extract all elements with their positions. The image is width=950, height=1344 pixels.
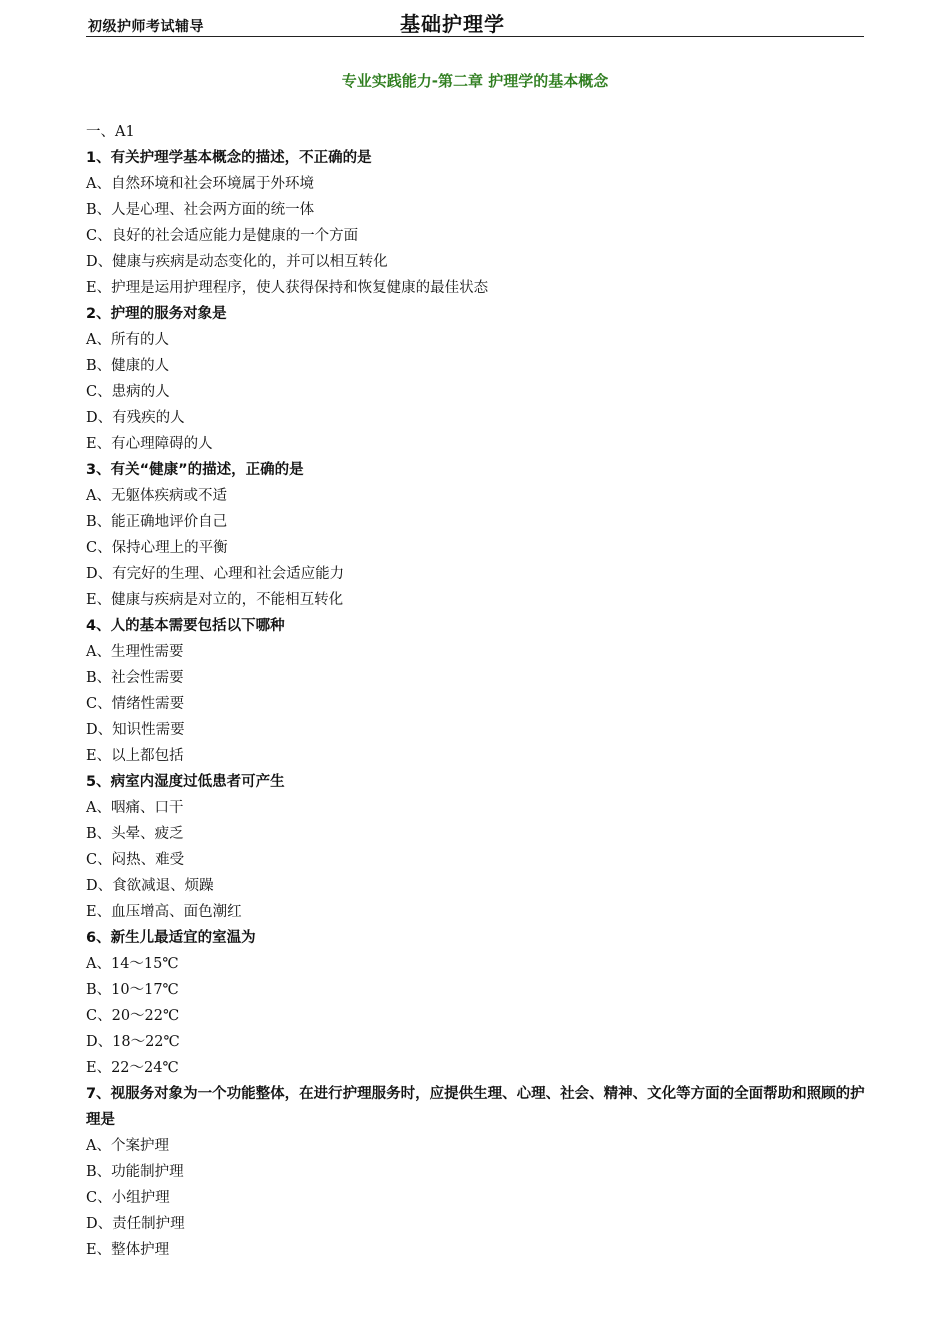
answer-option: C、保持心理上的平衡	[86, 540, 228, 556]
answer-option: E、以上都包括	[86, 748, 184, 764]
answer-option: E、血压增高、面色潮红	[86, 904, 242, 920]
answer-option: D、有残疾的人	[86, 410, 185, 426]
question-block	[86, 769, 876, 925]
page-header	[86, 8, 864, 37]
answer-option: B、头晕、疲乏	[86, 826, 184, 842]
answer-option: E、健康与疾病是对立的，不能相互转化	[86, 592, 344, 608]
header-course-name: 初级护师考试辅导	[88, 19, 204, 35]
answer-option: B、10～17℃	[86, 982, 179, 998]
question-text: 3、有关“健康”的描述，正确的是	[86, 462, 304, 478]
answer-option: E、有心理障碍的人	[86, 436, 213, 452]
answer-option: E、整体护理	[86, 1242, 170, 1258]
question-block	[86, 925, 876, 1081]
answer-option: A、个案护理	[86, 1138, 169, 1154]
question-list	[86, 119, 876, 1263]
answer-option: A、自然环境和社会环境属于外环境	[86, 176, 314, 192]
section-label: 一、A1	[86, 124, 135, 140]
answer-option: B、能正确地评价自己	[86, 514, 228, 530]
header-subject-title: 基础护理学	[400, 12, 505, 36]
answer-option: C、良好的社会适应能力是健康的一个方面	[86, 228, 359, 244]
answer-option: A、无躯体疾病或不适	[86, 488, 227, 504]
answer-option: C、情绪性需要	[86, 696, 185, 712]
question-text: 7、视服务对象为一个功能整体，在进行护理服务时，应提供生理、心理、社会、精神、文化等方面的全面帮助和照顾的护理是	[86, 1086, 865, 1128]
answer-option: D、责任制护理	[86, 1216, 185, 1232]
answer-option: D、健康与疾病是动态变化的，并可以相互转化	[86, 254, 388, 270]
question-text: 4、人的基本需要包括以下哪种	[86, 618, 285, 634]
question-text: 1、有关护理学基本概念的描述，不正确的是	[86, 150, 372, 166]
answer-option: C、闷热、难受	[86, 852, 185, 868]
question-block	[86, 613, 876, 769]
answer-option: B、社会性需要	[86, 670, 184, 686]
answer-option: D、知识性需要	[86, 722, 185, 738]
answer-option: B、健康的人	[86, 358, 170, 374]
question-text: 2、护理的服务对象是	[86, 306, 227, 322]
answer-option: A、咽痛、口干	[86, 800, 184, 816]
answer-option: C、患病的人	[86, 384, 170, 400]
answer-option: E、护理是运用护理程序，使人获得保持和恢复健康的最佳状态	[86, 280, 489, 296]
answer-option: A、14～15℃	[86, 956, 179, 972]
answer-option: D、食欲减退、烦躁	[86, 878, 214, 894]
answer-option: C、小组护理	[86, 1190, 170, 1206]
answer-option: D、有完好的生理、心理和社会适应能力	[86, 566, 345, 582]
answer-option: B、人是心理、社会两方面的统一体	[86, 202, 315, 218]
question-text: 6、新生儿最适宜的室温为	[86, 930, 256, 946]
answer-option: C、20～22℃	[86, 1008, 180, 1024]
question-block	[86, 301, 876, 457]
question-block	[86, 457, 876, 613]
answer-option: A、生理性需要	[86, 644, 184, 660]
chapter-title: 专业实践能力-第二章 护理学的基本概念	[341, 72, 609, 90]
answer-option: D、18～22℃	[86, 1034, 180, 1050]
answer-option: A、所有的人	[86, 332, 169, 348]
answer-option: E、22～24℃	[86, 1060, 179, 1076]
question-text: 5、病室内湿度过低患者可产生	[86, 774, 285, 790]
question-block	[86, 1081, 876, 1263]
question-block	[86, 145, 876, 301]
answer-option: B、功能制护理	[86, 1164, 184, 1180]
